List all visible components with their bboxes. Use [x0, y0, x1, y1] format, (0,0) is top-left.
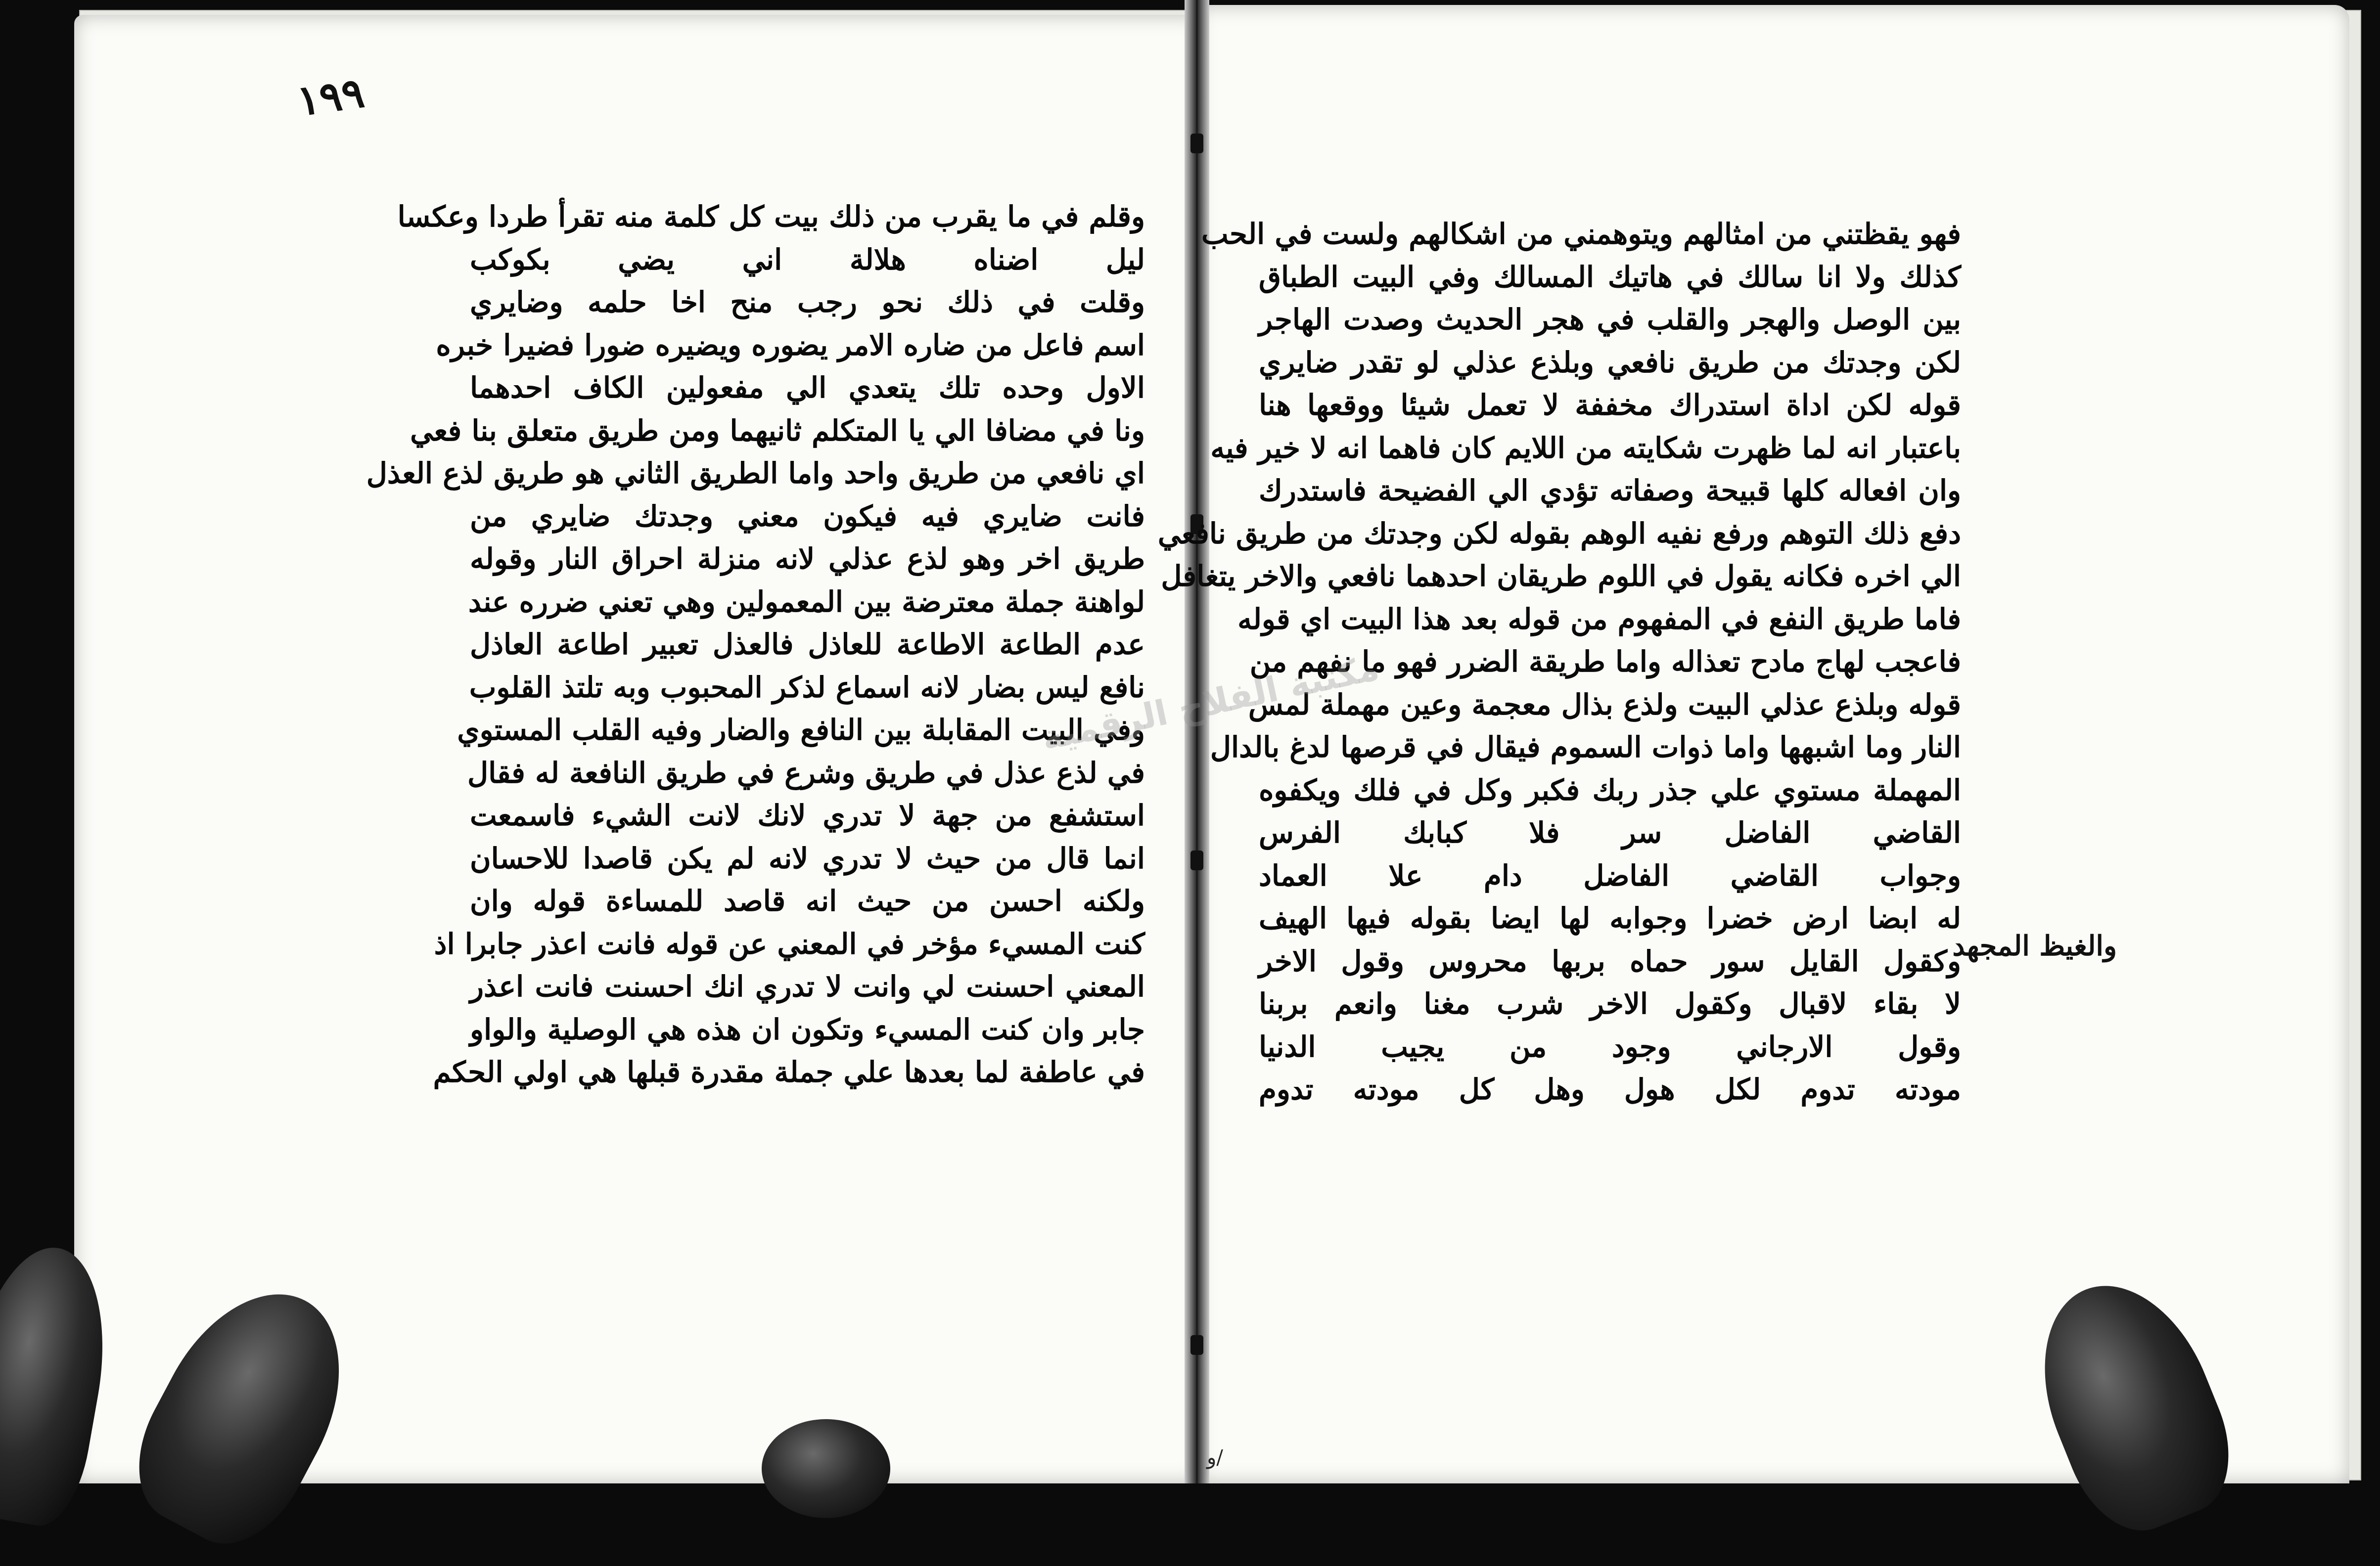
- manuscript-line: وان افعاله كلها قبيحة وصفاته تؤدي الي الفضيحة فاستدرك: [1259, 474, 1961, 507]
- manuscript-line: الاول وحده تلك يتعدي الي مفعولين الكاف احدهما: [470, 371, 1145, 404]
- margin-note: والغيظ المجهد: [1952, 930, 2117, 962]
- manuscript-line: ولكنه احسن من حيث انه قاصد للمساءة قوله وان: [470, 884, 1145, 918]
- manuscript-line: ونا في مضافا الي يا المتكلم ثانيهما ومن طريق متعلق بنا فعي: [410, 413, 1145, 447]
- manuscript-line: كذلك ولا انا سالك في هاتيك المسالك وفي البيت الطباق: [1259, 260, 1962, 294]
- manuscript-line: ليل اضناه هلالة اني يضي بكوكب: [470, 242, 1145, 276]
- manuscript-line: لواهنة جملة معترضة بين المعمولين وهي تعني ضرره عند: [468, 584, 1145, 619]
- manuscript-line: عدم الطاعة الاطاعة للعاذل فالعذل تعبير اطاعة العاذل: [470, 627, 1145, 661]
- manuscript-line: وقلت في ذلك نحو رجب منح اخا حلمه وضايري: [470, 285, 1145, 319]
- manuscript-line: انما قال من حيث لا تدري لانه لم يكن قاصدا للاحسان: [470, 841, 1145, 875]
- manuscript-line: له ابضا ارض خضرا وجوابه لها ايضا بقوله فيها الهيف: [1259, 901, 1962, 935]
- manuscript-line: فاعجب لهاج مادح تعذاله واما طريقة الضرر فهو ما نفهم من: [1249, 645, 1961, 678]
- manuscript-line: المعني احسنت لي وانت لا تدري انك احسنت فانت اعذر: [470, 970, 1145, 1003]
- manuscript-line: قوله وبلذع عذلي البيت ولذع بذال معجمة وعين مهملة لمس: [1248, 687, 1961, 721]
- manuscript-line: لكن وجدتك من طريق نافعي وبلذع عذلي لو تقدر ضايري: [1259, 345, 1961, 379]
- holding-thumb: [762, 1419, 890, 1518]
- manuscript-line: لا بقاء لاقبال وكقول الاخر شرب مغنا وانعم بربنا: [1259, 987, 1961, 1021]
- footer-mark: و/: [1207, 1446, 1223, 1469]
- library-watermark: مكتبة الفلاح الرقمية: [1038, 647, 1383, 759]
- binding-stitch: [1190, 134, 1203, 153]
- manuscript-line: فانت ضايري فيه فيكون معني وجدتك ضايري من: [470, 499, 1145, 533]
- manuscript-line: وقول الارجاني وجود من يجيب الدنيا: [1259, 1029, 1961, 1064]
- manuscript-line: باعتبار انه لما ظهرت شكايته من اللايم كان فاهما انه لا خير فيه: [1210, 431, 1961, 465]
- manuscript-line: القاضي الفاضل سر فلا كبابك الفرس: [1259, 816, 1961, 850]
- manuscript-line: الي اخره فكانه يقول في اللوم طريقان احدهما نافعي والاخر يتغافل: [1161, 559, 1961, 593]
- left-page-text: [366, 195, 1145, 1094]
- manuscript-line: جابر وان كنت المسيء وتكون ان هذه هي الوصلية والواو: [470, 1012, 1145, 1046]
- manuscript-line: النار وما اشبهها واما ذوات السموم فيقال في قرصها لدغ بالدال: [1210, 730, 1961, 764]
- manuscript-line: طريق اخر وهو لذع عذلي لانه منزلة احراق النار وقوله: [470, 542, 1145, 576]
- manuscript-line: اي نافعي من طريق واحد واما الطريق الثاني هو طريق لذع العذل: [366, 456, 1145, 490]
- manuscript-line: في عاطفة لما بعدها علي جملة مقدرة قبلها هي اولي الحكم: [433, 1055, 1145, 1089]
- binding-stitch: [1190, 1335, 1203, 1355]
- manuscript-line: استشفع من جهة لا تدري لانك لانت الشيء فاسمعت: [470, 799, 1145, 832]
- folio-number: ١٩٩: [294, 67, 367, 126]
- manuscript-line: فاما طريق النفع في المفهوم من قوله بعد هذا البيت اي قوله: [1237, 602, 1961, 636]
- manuscript-line: في لذع عذل في طريق وشرع في طريق النافعة له فقال: [467, 756, 1145, 790]
- manuscript-line: كنت المسيء مؤخر في المعني عن قوله فانت اعذر جابرا اذ: [434, 927, 1145, 961]
- manuscript-line: قوله لكن اداة استدراك مخففة لا تعمل شيئا ووقعها هنا: [1259, 388, 1961, 422]
- manuscript-line: اسم فاعل من ضاره الامر يضوره ويضيره ضورا فضيرا خبره: [436, 328, 1145, 362]
- manuscript-line: فهو يقظتني من امثالهم ويتوهمني من اشكالهم ولست في الحب: [1201, 217, 1961, 251]
- manuscript-line: وجواب القاضي الفاضل دام علا العماد: [1259, 858, 1961, 893]
- manuscript-line: مودته تدوم لكل هول وهل كل مودته تدوم: [1259, 1073, 1961, 1106]
- manuscript-line: نافع ليس بضار لانه اسماع لذكر المحبوب وبه تلتذ القلوب: [469, 670, 1145, 704]
- manuscript-line: وفي البيت المقابلة بين النافع والضار وفيه القلب المستوي: [457, 713, 1145, 747]
- manuscript-line: وكقول القايل سور حماه بربها محروس وقول الاخر: [1259, 944, 1961, 978]
- binding-stitch: [1190, 850, 1203, 870]
- manuscript-line: وقلم في ما يقرب من ذلك بيت كل كلمة منه تقرأ طردا وعكسا: [397, 200, 1145, 233]
- manuscript-line: دفع ذلك التوهم ورفع نفيه الوهم بقوله لكن وجدتك من طريق نافعي: [1157, 516, 1961, 550]
- manuscript-line: بين الوصل والهجر والقلب في هجر الحديث وصدت الهاجر: [1259, 303, 1961, 336]
- manuscript-line: المهملة مستوي علي جذر ربك فكبر وكل في فلك ويكفوه: [1259, 773, 1961, 807]
